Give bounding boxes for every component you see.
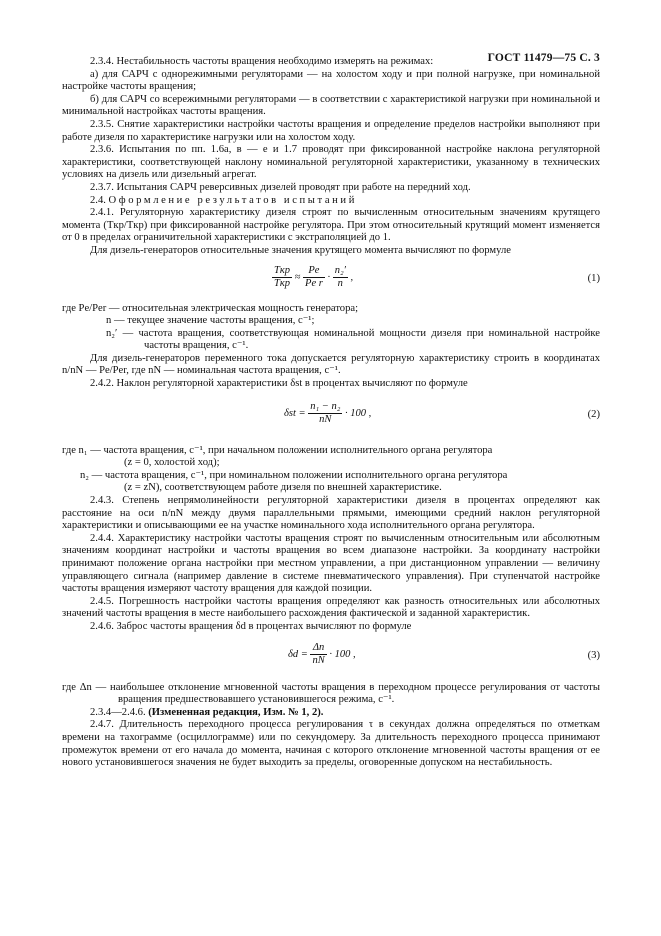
formula-3-number: (3) <box>587 649 600 661</box>
where-2-2b: (z = zN), соответствующем работе дизеля по внешней характеристике. <box>124 482 442 494</box>
clause-2-4-5: 2.4.5. Погрешность настройки частоты вращения определяют как разность относительных или абсолютных значений частоты вращения в месте наибольшего расхождения фактической и заданной характеристик. <box>62 595 600 620</box>
section-title: Оформление результатов испытаний <box>108 194 357 206</box>
amendment-note: 2.3.4—2.4.6. (Измененная редакция, Изм. № 1, 2). <box>90 706 324 718</box>
where-2-2: n₂ — частота вращения, с⁻¹, при номинальном положении исполнительного органа регулятора <box>80 469 508 481</box>
clause-2-3-6: 2.3.6. Испытания по пп. 1.6а, в — е и 1.7 проводят при фиксированной настройке наклона регуляторной характеристики, соответствующей наклону номинальной регуляторной характеристики, указанному в технических условиях на дизель или дизельный агрегат. <box>62 144 600 181</box>
where-1-3: n₂′ — частота вращения, соответствующая номинальной мощности дизеля при номинальной настройке частоты вращения, с⁻¹. <box>106 327 600 352</box>
clause-2-4-1-formula-intro: Для дизель-генераторов относительные значения крутящего момента вычисляют по формуле <box>90 244 511 256</box>
clause-2-4-4: 2.4.4. Характеристику настройки частоты вращения строят по вычисленным относительным или абсолютным значениям координат настройки и частоты вращения во всем диапазоне настройки. За координату настройки принимают положение органа настройки при местном управлении, а при дистанционном управлении — величину управляющего сигнала (например давление в системе пневматического управления). При ступенчатой настройке частоты вращения измеряют частоту вращения для каждой позиции. <box>62 532 600 595</box>
clause-2-4-1: 2.4.1. Регуляторную характеристику дизеля строят по вычисленным относительным значениям крутящего момента (Tкр/Tкр) при фиксированной настройке регулятора. При этом относительный крутящий момент изменяется от 0 в пределах ограничительной характеристики с экстраполяцией до 1. <box>62 207 600 244</box>
document-body <box>62 56 600 770</box>
clause-2-4-6: 2.4.6. Заброс частоты вращения δd в процентах вычисляют по формуле <box>90 620 412 632</box>
formula-2-number: (2) <box>587 408 600 420</box>
clause-2-3-4: 2.3.4. Нестабильность частоты вращения необходимо измерять на режимах: <box>90 56 434 67</box>
clause-2-4-2: 2.4.2. Наклон регуляторной характеристики δst в процентах вычисляют по формуле <box>90 378 468 390</box>
section-2-4-heading: 2.4. Оформление результатов испытаний <box>90 194 357 206</box>
formula-3: δd = $\frac{\Delta n}{nN}$ · 100 , (3) <box>288 641 600 666</box>
clause-2-4-1-ac: Для дизель-генераторов переменного тока допускается регуляторную характеристику строить в координатах n/nN — Pe/Per, где nN — номинальная частота вращения, с⁻¹. <box>62 352 600 377</box>
clause-2-4-3: 2.4.3. Степень непрямолинейности регуляторной характеристики дизеля в процентах определяют как расстояние на оси n/nN между двумя параллельными прямыми, имеющими средний наклон регуляторной характеристики и описывающими ее на участке номинального хода исполнительного органа регулятора. <box>62 495 600 532</box>
page-header: ГОСТ 11479—75 С. 3 <box>487 52 600 64</box>
formula-1-number: (1) <box>587 272 600 284</box>
clause-2-3-7: 2.3.7. Испытания САРЧ реверсивных дизелей проводят при работе на передний ход. <box>90 181 471 193</box>
clause-2-3-5: 2.3.5. Снятие характеристики настройки частоты вращения и определение пределов настройки выполняют при работе дизеля по характеристике нагрузки или на холостом ходу. <box>62 118 600 143</box>
where-1-2: n — текущее значение частоты вращения, с⁻¹; <box>106 315 315 327</box>
clause-2-4-7: 2.4.7. Длительность переходного процесса регулирования τ в секундах должна определяться по отметкам времени на тахограмме (осциллограмме) или по секундомеру. За длительность переходного процесса принимают промежуток времени от его начала до момента, начиная с которого отклонение мгновенной частоты вращения от ее нового установившегося значения не будет выходить за пределы, оговоренные допуском на нестабильность. <box>62 719 600 769</box>
amendment-text: (Измененная редакция, Изм. № 1, 2). <box>148 706 324 718</box>
where-2-1: где n₁ — частота вращения, с⁻¹, при начальном положении исполнительного органа регулятора <box>62 444 493 456</box>
formula-1: $\frac{\text{Tкр}}{\text{Tкр}}$ ≈ $\frac{Pe}{\text{Pe r}}$ · $\frac{\text{n₂′}}{n}$ , (1) <box>274 264 600 289</box>
where-3-1: где Δn — наибольшее отклонение мгновенной частоты вращения в переходном процессе регулирования от частоты вращения предшествовавшего установившегося режима, с⁻¹. <box>62 681 600 706</box>
clause-2-3-4-b: б) для САРЧ со всережимными регуляторами — в соответствии с характеристикой нагрузки при номинальной и минимальной настройках частоты вращения. <box>62 93 600 118</box>
where-2-1b: (z = 0, холостой ход); <box>124 457 220 469</box>
where-1-1: где Pe/Per — относительная электрическая мощность генератора; <box>62 302 359 314</box>
clause-2-3-4-a: а) для САРЧ с однорежимными регуляторами — на холостом ходу и при полной нагрузке, при номинальной настройке частоты вращения; <box>62 68 600 93</box>
formula-2: δst = $\frac{\text{n₁ − n₂}}{nN}$ · 100 , (2) <box>284 400 600 425</box>
